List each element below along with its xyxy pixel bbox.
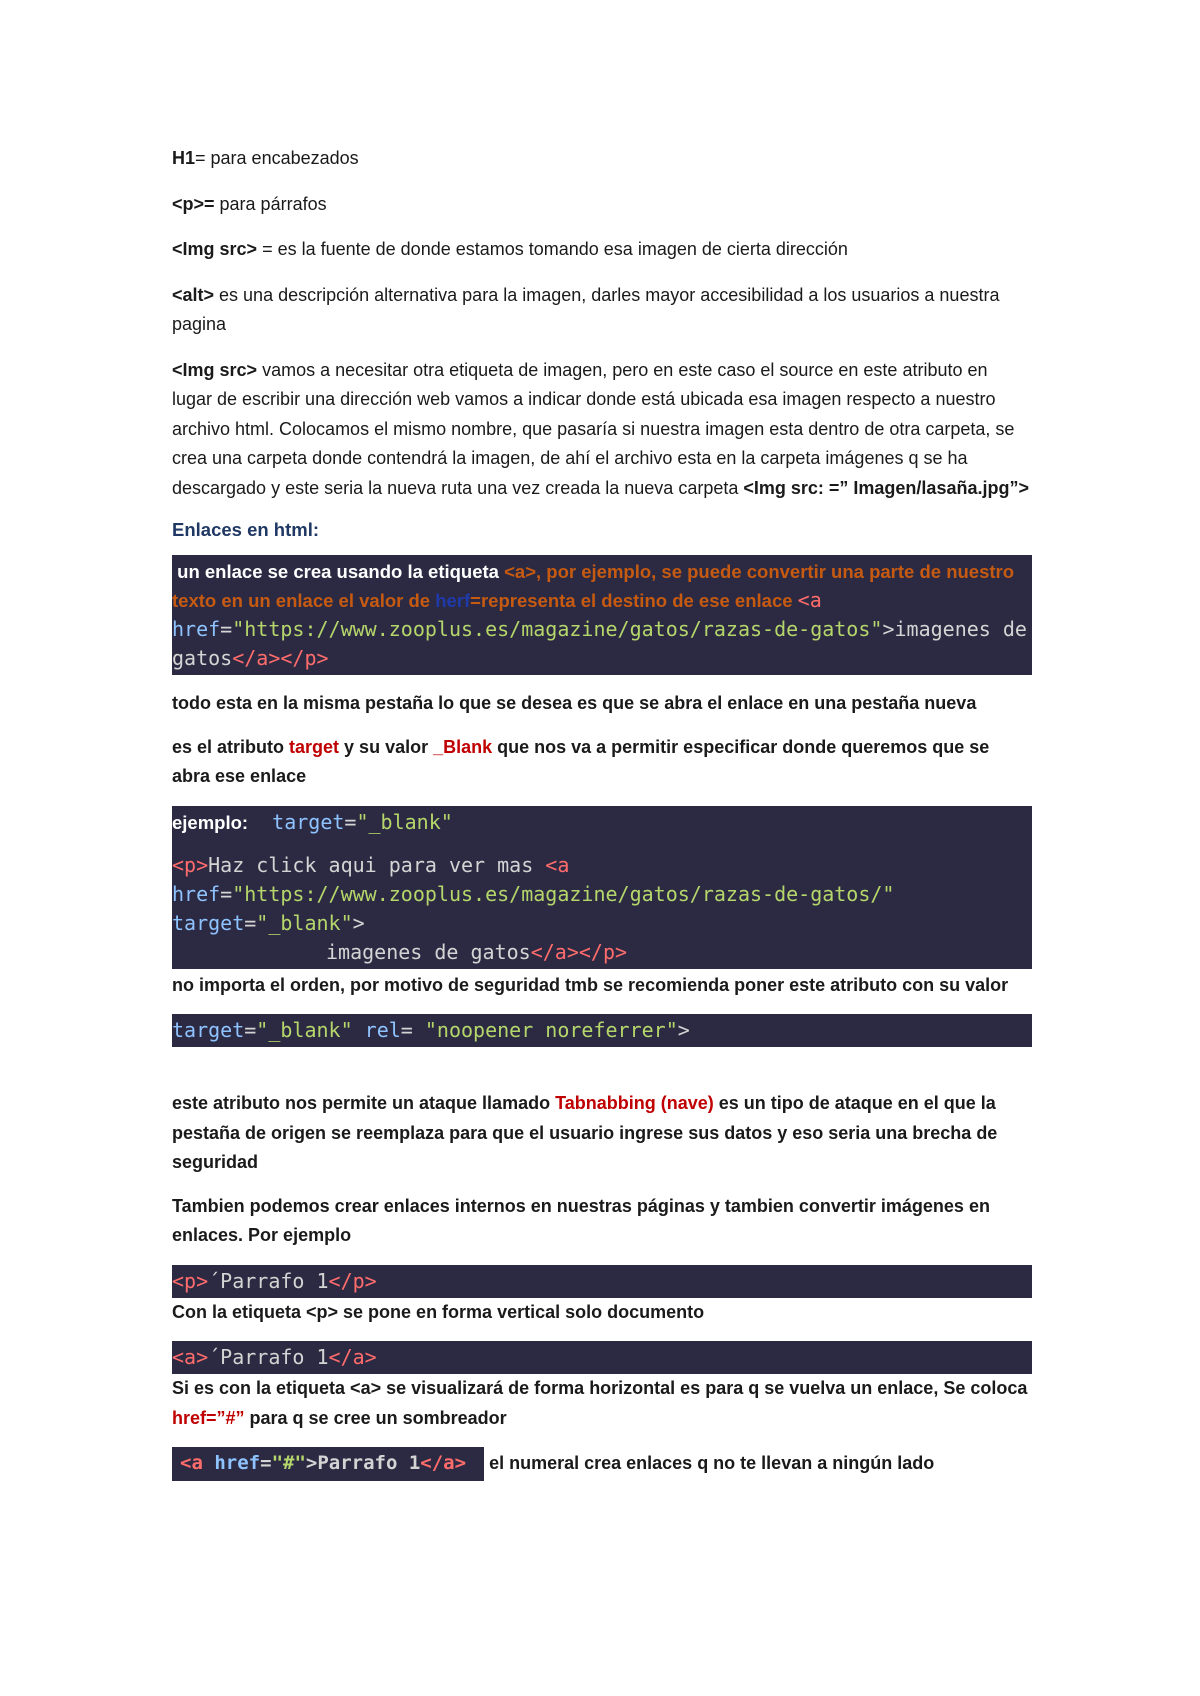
block1-orange-2: =representa el destino de ese enlace (470, 590, 798, 611)
horizontal-red: href=”#” (172, 1407, 245, 1428)
para-same-tab: todo esta en la misma pestaña lo que se desea es que se abra el enlace en una pestaña nueva (172, 693, 977, 713)
h1-tag: H1 (172, 148, 196, 168)
block2-target-value: "_blank" (356, 809, 453, 834)
block4-text: ´Parrafo 1 (208, 1268, 329, 1293)
img2-paragraph (172, 356, 1032, 504)
code-block-rel: target="_blank" rel= "noopener noreferrer"> (172, 1014, 1032, 1047)
para-target (172, 733, 1032, 792)
h1-text: = para encabezados (195, 148, 359, 168)
block1-a-open: <a (797, 588, 822, 612)
block1-white-text: un enlace se crea usando la etiqueta (172, 561, 505, 582)
code-block-a (172, 1341, 1032, 1374)
code-block-p (172, 1265, 1032, 1298)
img-line (172, 235, 1032, 265)
block1-blue-word: herf (435, 590, 471, 611)
para-order: no importa el orden, por motivo de seguridad tmb se recomienda poner este atributo con su valor (172, 974, 1009, 995)
block1-gt: > (882, 617, 895, 641)
code-inline-href: <a href="#">Parrafo 1</a> (172, 1447, 484, 1481)
block6-value: "#" (271, 1452, 306, 1474)
block2-target-value2: "_blank" (256, 910, 353, 935)
block1-eq: = (220, 617, 233, 641)
para-target-mid: y su valor (339, 736, 434, 757)
block1-close-tags: </a></p> (232, 646, 329, 670)
block3-gt: > (677, 1018, 690, 1042)
tabnabbing-red: Tabnabbing (nave) (555, 1093, 714, 1113)
block2-target-attr2: target (172, 910, 245, 935)
img-text: = es la fuente de donde estamos tomando esa imagen de cierta dirección (257, 239, 848, 259)
block2-href-value: "https://www.zooplus.es/magazine/gatos/razas-de-gatos/" (232, 881, 895, 906)
block6-open: <a (180, 1452, 203, 1474)
block6-close: </a> (420, 1452, 467, 1474)
block1-href-value: "https://www.zooplus.es/magazine/gatos/razas-de-gatos" (232, 617, 883, 641)
block2-target-attr: target (272, 809, 345, 834)
block3-target-attr: target (172, 1018, 245, 1042)
block4-open: <p> (172, 1268, 209, 1293)
para-vertical: Con la etiqueta <p> se pone en forma vertical solo documento (172, 1301, 705, 1322)
block5-close: </a> (328, 1345, 377, 1369)
alt-tag: <alt> (172, 284, 215, 305)
block3-rel-value: "noopener noreferrer" (424, 1018, 678, 1042)
block3-rel-attr: rel (364, 1018, 401, 1042)
block3-target-value: "_blank" (256, 1018, 353, 1042)
para-tabnabbing (172, 1089, 1032, 1178)
para-blank-word: _Blank (433, 736, 493, 757)
para-target-pre: es el atributo (172, 736, 290, 757)
para-horizontal (172, 1374, 1032, 1433)
document-page (172, 144, 1039, 1495)
horizontal-pre: Si es con la etiqueta <a> se visualizará de forma horizontal es para q se vuelva un enlace, Se coloca (172, 1378, 1028, 1398)
img2-code: <Img src: =” Imagen/lasaña.jpg”> (743, 477, 1029, 498)
h1-line (172, 144, 1032, 174)
tabnabbing-pre: este atributo nos permite un ataque llamado (172, 1093, 556, 1113)
block2-a-open: <a (545, 852, 570, 877)
tabnabbing-post: es un tipo de ataque en el que la pestaña de origen se reemplaza para que el usuario ingrese sus datos y eso seria una brecha de seguridad (172, 1093, 998, 1172)
p-text: para párrafos (214, 193, 327, 214)
para-target-post: que nos va a permitir especificar donde queremos que se abra ese enlace (172, 736, 990, 786)
alt-line (172, 281, 1032, 340)
block2-close-tags: </a></p> (530, 939, 628, 964)
block2-p-text: Haz click aqui para ver mas (208, 852, 546, 877)
img2-tag: <Img src> (172, 359, 258, 380)
block5-open: <a> (172, 1345, 209, 1369)
para-numeral: el numeral crea enlaces q no te llevan a ningún lado (484, 1453, 935, 1473)
block4-close: </p> (328, 1268, 377, 1293)
para-numeral-line (172, 1447, 1032, 1481)
block1-href-attr: href (172, 617, 221, 641)
code-block-target: ejemplo: target="_blank" <p>Haz click aqui para ver mas <a href="https://www.zooplus.es/magazine/gatos/razas-de-gatos/" target="_blank"> imagenes de gatos</a></p> (172, 806, 1032, 969)
para-internal: Tambien podemos crear enlaces internos en nuestras páginas y tambien convertir imágenes en enlaces. Por ejemplo (172, 1195, 990, 1245)
block1-link-text: imagenes de gatos (172, 617, 1039, 670)
block6-gt: > (305, 1452, 318, 1474)
img2-text: vamos a necesitar otra etiqueta de imagen, pero en este caso el source en este atributo en lugar de escribir una dirección web vamos a indicar donde está ubicada esa imagen respecto a nuestro archivo html. Colocamos el mismo nombre, que pasaría si nuestra imagen esta dentro de otra carpeta, se crea una carpeta donde contendrá la imagen, de ahí el archivo esta en la carpeta imágenes q se ha descargado y este seria la nueva ruta una vez creada la nueva carpeta (172, 359, 1015, 498)
block2-label: ejemplo: (172, 811, 249, 833)
alt-text: es una descripción alternativa para la imagen, darles mayor accesibilidad a los usuarios a nuestra pagina (172, 284, 1000, 334)
block2-href-attr: href (172, 881, 221, 906)
code-block-link (172, 555, 1039, 675)
block2-p-open: <p> (172, 852, 209, 877)
horizontal-post: para q se cree un sombreador (244, 1407, 507, 1428)
block2-indent-text: imagenes de gatos (326, 939, 531, 964)
block2-gt: > (352, 910, 365, 935)
para-target-word: target (289, 736, 340, 757)
img-tag: <Img src> (172, 239, 258, 259)
block1-orange-1: <a>, por ejemplo, se puede convertir una parte de nuestro texto en un enlace el valor de (172, 561, 1020, 611)
p-tag: <p>= (172, 193, 215, 214)
section-heading: Enlaces en html: (172, 519, 320, 540)
block6-text: Parrafo 1 (317, 1452, 421, 1474)
p-line (172, 190, 1032, 220)
block5-text: ´Parrafo 1 (208, 1345, 329, 1369)
block6-attr: href (214, 1452, 261, 1474)
